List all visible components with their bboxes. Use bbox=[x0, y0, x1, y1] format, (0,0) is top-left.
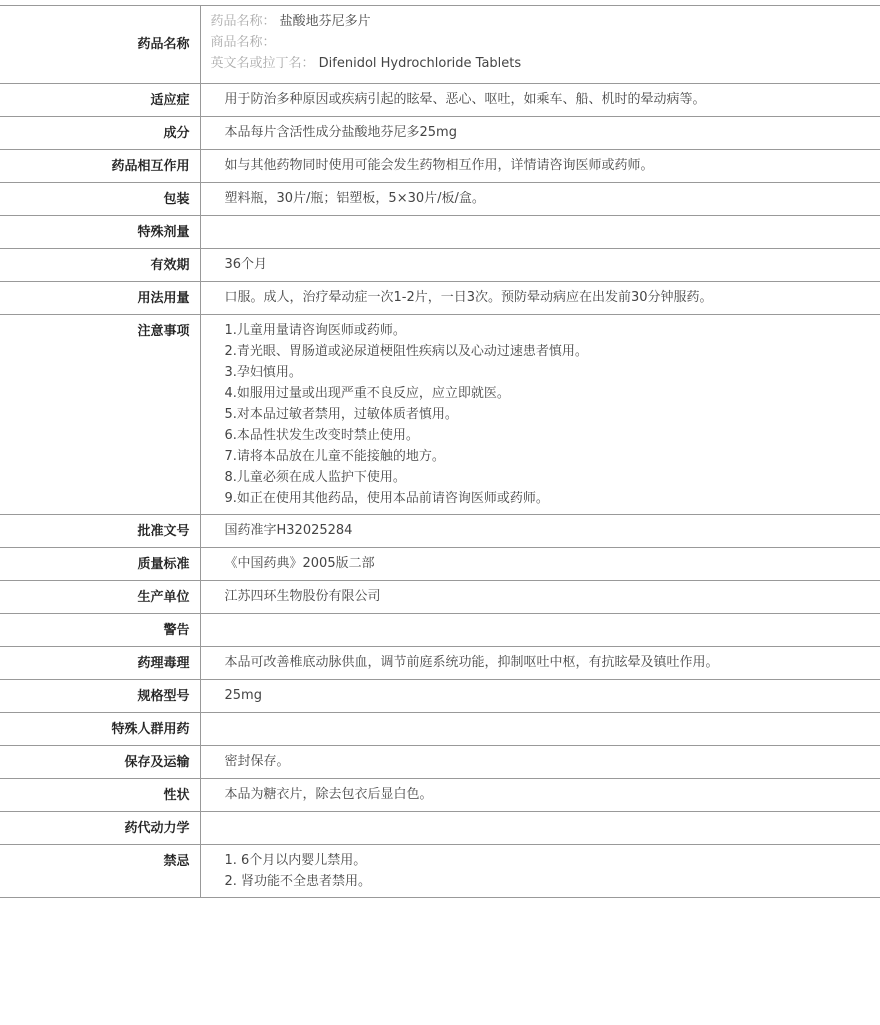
interaction-value: 如与其他药物同时使用可能会发生药物相互作用，详情请咨询医师或药师。 bbox=[224, 158, 654, 173]
row-manufacturer bbox=[0, 581, 880, 614]
english-name-value: Difenidol Hydrochloride Tablets bbox=[318, 56, 522, 71]
storage-value: 密封保存。 bbox=[224, 754, 290, 769]
english-name-label: 英文名或拉丁名： bbox=[210, 56, 315, 71]
trade-name-line bbox=[211, 32, 871, 53]
row-special-population bbox=[0, 713, 880, 746]
precautions-label: 注意事项 bbox=[0, 315, 200, 515]
validity-value: 36个月 bbox=[224, 257, 268, 272]
contraindication-item: 2. 肾功能不全患者禁用。 bbox=[224, 874, 372, 889]
composition-label: 成分 bbox=[0, 117, 200, 150]
contraindication-item: 1. 6个月以内婴儿禁用。 bbox=[224, 853, 367, 868]
row-standard bbox=[0, 548, 880, 581]
storage-label: 保存及运输 bbox=[0, 746, 200, 779]
indication-value: 用于防治多种原因或疾病引起的眩晕、恶心、呕吐，如乘车、船、机时的晕动病等。 bbox=[224, 92, 706, 107]
drug-info-table bbox=[0, 5, 880, 898]
package-value: 塑料瓶，30片/瓶；铝塑板，5×30片/板/盒。 bbox=[224, 191, 485, 206]
row-pharmacokinetics bbox=[0, 812, 880, 845]
pharmacology-label: 药理毒理 bbox=[0, 647, 200, 680]
generic-name-line bbox=[211, 11, 871, 32]
row-validity bbox=[0, 249, 880, 282]
row-special-dosage bbox=[0, 216, 880, 249]
precaution-item: 3.孕妇慎用。 bbox=[224, 365, 302, 380]
row-drug-name bbox=[0, 6, 880, 84]
contraindications-label: 禁忌 bbox=[0, 845, 200, 898]
row-indication bbox=[0, 84, 880, 117]
generic-name-value: 盐酸地芬尼多片 bbox=[279, 14, 371, 29]
row-usage bbox=[0, 282, 880, 315]
row-approval bbox=[0, 515, 880, 548]
row-warning bbox=[0, 614, 880, 647]
usage-label: 用法用量 bbox=[0, 282, 200, 315]
precaution-item: 5.对本品过敏者禁用，过敏体质者慎用。 bbox=[224, 407, 458, 422]
pharmacokinetics-label: 药代动力学 bbox=[0, 812, 200, 845]
precaution-item: 1.儿童用量请咨询医师或药师。 bbox=[224, 323, 406, 338]
validity-label: 有效期 bbox=[0, 249, 200, 282]
contraindications-list bbox=[200, 845, 880, 898]
precaution-item: 9.如正在使用其他药品，使用本品前请咨询医师或药师。 bbox=[224, 491, 549, 506]
standard-label: 质量标准 bbox=[0, 548, 200, 581]
character-label: 性状 bbox=[0, 779, 200, 812]
row-composition bbox=[0, 117, 880, 150]
standard-value: 《中国药典》2005版二部 bbox=[224, 556, 375, 571]
spec-value: 25mg bbox=[224, 688, 262, 703]
package-label: 包装 bbox=[0, 183, 200, 216]
row-character bbox=[0, 779, 880, 812]
precaution-item: 6.本品性状发生改变时禁止使用。 bbox=[224, 428, 419, 443]
precaution-item: 2.青光眼、胃肠道或泌尿道梗阻性疾病以及心动过速患者慎用。 bbox=[224, 344, 588, 359]
pharmacology-value: 本品可改善椎底动脉供血，调节前庭系统功能，抑制呕吐中枢，有抗眩晕及镇吐作用。 bbox=[224, 655, 719, 670]
special-population-label: 特殊人群用药 bbox=[0, 713, 200, 746]
character-value: 本品为糖衣片，除去包衣后显白色。 bbox=[224, 787, 433, 802]
special-dosage-value bbox=[200, 216, 880, 249]
pharmacokinetics-value bbox=[200, 812, 880, 845]
row-spec bbox=[0, 680, 880, 713]
special-population-value bbox=[200, 713, 880, 746]
special-dosage-label: 特殊剂量 bbox=[0, 216, 200, 249]
row-precautions bbox=[0, 315, 880, 515]
precautions-list bbox=[200, 315, 880, 515]
warning-label: 警告 bbox=[0, 614, 200, 647]
row-pharmacology bbox=[0, 647, 880, 680]
row-storage bbox=[0, 746, 880, 779]
composition-value: 本品每片含活性成分盐酸地芬尼多25mg bbox=[224, 125, 457, 140]
precaution-item: 8.儿童必须在成人监护下使用。 bbox=[224, 470, 406, 485]
approval-value: 国药准字H32025284 bbox=[224, 523, 353, 538]
precaution-item: 4.如服用过量或出现严重不良反应，应立即就医。 bbox=[224, 386, 510, 401]
spec-label: 规格型号 bbox=[0, 680, 200, 713]
english-name-line bbox=[211, 53, 871, 74]
precaution-item: 7.请将本品放在儿童不能接触的地方。 bbox=[224, 449, 445, 464]
interaction-label: 药品相互作用 bbox=[0, 150, 200, 183]
usage-value: 口服。成人，治疗晕动症一次1-2片，一日3次。预防晕动病应在出发前30分钟服药。 bbox=[224, 290, 713, 305]
drug-name-label: 药品名称 bbox=[0, 6, 200, 84]
manufacturer-label: 生产单位 bbox=[0, 581, 200, 614]
trade-name-label: 商品名称： bbox=[210, 35, 276, 50]
manufacturer-value: 江苏四环生物股份有限公司 bbox=[224, 589, 381, 604]
generic-name-label: 药品名称： bbox=[210, 14, 276, 29]
approval-label: 批准文号 bbox=[0, 515, 200, 548]
row-contraindications bbox=[0, 845, 880, 898]
warning-value bbox=[200, 614, 880, 647]
row-interaction bbox=[0, 150, 880, 183]
indication-label: 适应症 bbox=[0, 84, 200, 117]
drug-name-values bbox=[200, 6, 880, 84]
row-package bbox=[0, 183, 880, 216]
